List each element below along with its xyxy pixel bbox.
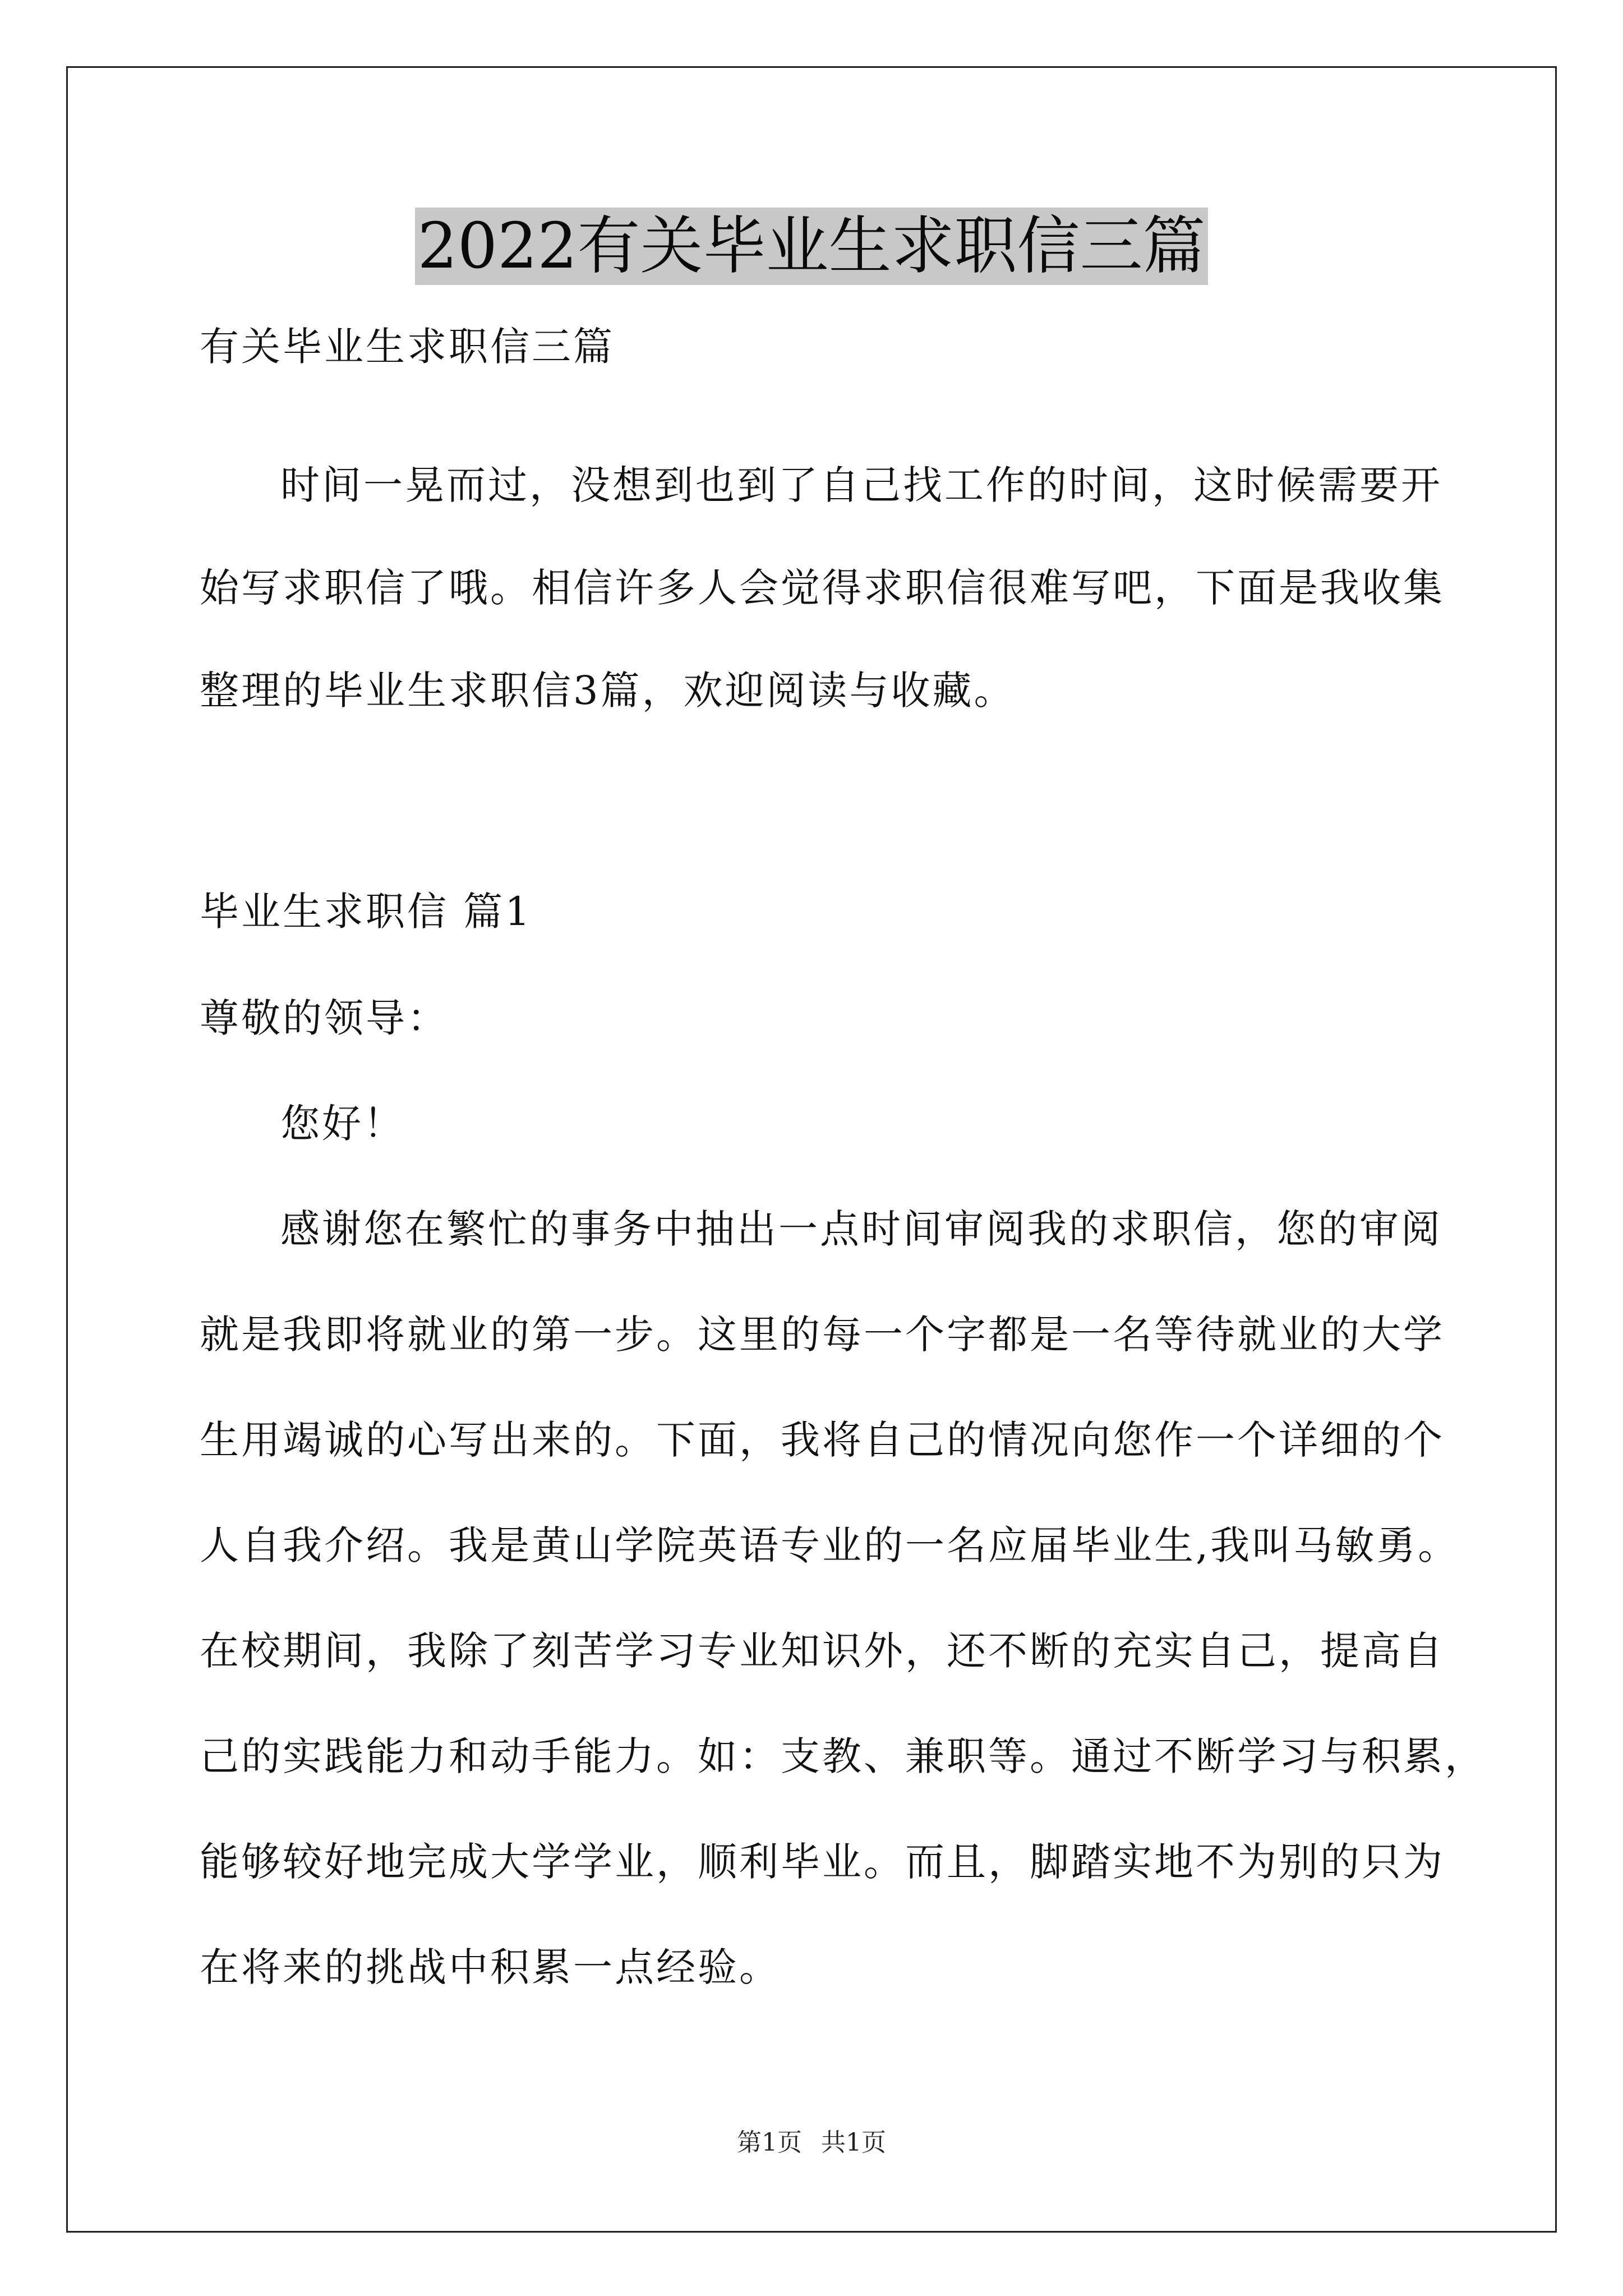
body-line-3: 生用竭诚的心写出来的。下面，我将自己的情况向您作一个详细的个 bbox=[200, 1417, 1445, 1463]
intro-line-1: 时间一晃而过，没想到也到了自己找工作的时间，这时候需要开 bbox=[280, 462, 1442, 508]
body-line-8: 在将来的挑战中积累一点经验。 bbox=[200, 1944, 781, 1990]
body-line-1: 感谢您在繁忙的事务中抽出一点时间审阅我的求职信，您的审阅 bbox=[280, 1206, 1442, 1252]
greeting: 您好！ bbox=[280, 1101, 405, 1147]
document-title: 2022有关毕业生求职信三篇 bbox=[415, 208, 1207, 285]
title-block bbox=[0, 208, 1623, 285]
body-line-2: 就是我即将就业的第一步。这里的每一个字都是一名等待就业的大学 bbox=[200, 1312, 1445, 1358]
intro-line-2: 始写求职信了哦。相信许多人会觉得求职信很难写吧，下面是我收集 bbox=[200, 565, 1445, 611]
body-line-6: 己的实践能力和动手能力。如：支教、兼职等。通过不断学习与积累， bbox=[200, 1733, 1486, 1779]
page-number: 第1页 bbox=[737, 2128, 802, 2157]
salutation: 尊敬的领导： bbox=[200, 995, 449, 1041]
body-line-7: 能够较好地完成大学学业，顺利毕业。而且，脚踏实地不为别的只为 bbox=[200, 1839, 1445, 1885]
body-line-5: 在校期间，我除了刻苦学习专业知识外，还不断的充实自己，提高自 bbox=[200, 1628, 1445, 1674]
section-heading: 毕业生求职信 篇1 bbox=[200, 889, 532, 935]
page-total: 共1页 bbox=[821, 2128, 886, 2157]
document-subtitle: 有关毕业生求职信三篇 bbox=[200, 324, 615, 370]
page-footer bbox=[0, 2126, 1623, 2160]
intro-line-3: 整理的毕业生求职信3篇，欢迎阅读与收藏。 bbox=[200, 668, 1016, 714]
body-line-4: 人自我介绍。我是黄山学院英语专业的一名应届毕业生,我叫马敏勇。 bbox=[200, 1522, 1460, 1568]
